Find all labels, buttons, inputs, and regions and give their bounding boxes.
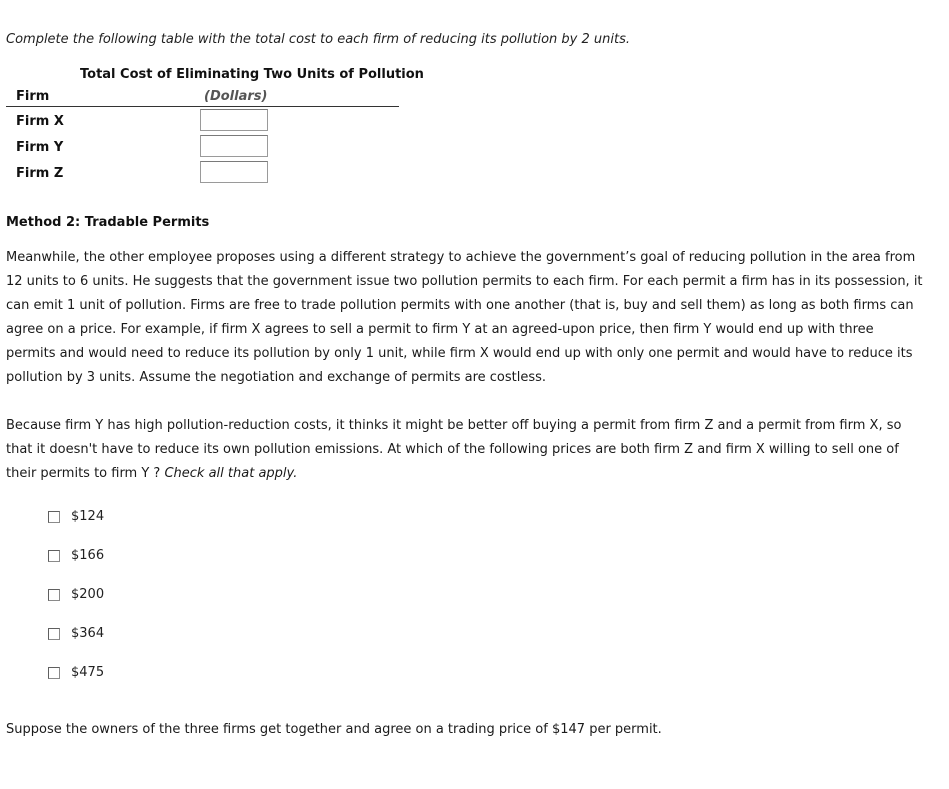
- instruction-text: Complete the following table with the total cost to each firm of reducing its pollution by 2 units.: [6, 32, 630, 47]
- option-label: $364: [71, 626, 105, 641]
- firm-x-cost-input[interactable]: [200, 109, 268, 131]
- method-description: Meanwhile, the other employee proposes using a different strategy to achieve the government’s goal of reducing pollution in the area from 12 units to 6 units. He suggests that the government issue two pollution permits to each firm. For each permit a firm has in its possession, it can emit 1 unit of pollution. Firms are free to trade pollution permits with one another (that is, buy and sell them) as long as both firms can agree on a price. For example, if firm X agrees to sell a permit to firm Y at an agreed-upon price, then firm Y would end up with three permits and would need to reduce its pollution by only 1 unit, while firm X would end up with only one permit and would have to reduce its pollution by 3 units. Assume the negotiation and exchange of permits are costless.: [6, 250, 923, 385]
- checkbox[interactable]: [48, 550, 60, 562]
- checkbox[interactable]: [48, 628, 60, 640]
- question-hint: Check all that apply.: [164, 466, 298, 481]
- table-firm-header: Firm: [16, 89, 50, 104]
- table-column-subtitle: (Dollars): [204, 89, 268, 104]
- option-364[interactable]: [48, 626, 104, 641]
- checkbox[interactable]: [48, 589, 60, 601]
- option-label: $124: [71, 509, 105, 524]
- option-label: $475: [71, 665, 105, 680]
- option-label: $166: [71, 548, 105, 563]
- firm-y-cost-input[interactable]: [200, 135, 268, 157]
- table-column-title: Total Cost of Eliminating Two Units of Pollution: [80, 67, 424, 82]
- question-text: Because firm Y has high pollution-reduction costs, it thinks it might be better off buying a permit from firm Z and a permit from firm X, so that it doesn't have to reduce its own pollution emissions. At which of the following prices are both firm Z and firm X willing to sell one of their permits to firm Y ?: [6, 418, 902, 481]
- row-label-firm-y: Firm Y: [16, 140, 64, 155]
- checkbox[interactable]: [48, 511, 60, 523]
- checkbox[interactable]: [48, 667, 60, 679]
- final-text: Suppose the owners of the three firms get together and agree on a trading price of $147 per permit.: [6, 722, 662, 737]
- question-paragraph: [6, 414, 926, 486]
- option-475[interactable]: [48, 665, 104, 680]
- section-title: Method 2: Tradable Permits: [6, 215, 210, 230]
- row-label-firm-x: Firm X: [16, 114, 64, 129]
- firm-z-cost-input[interactable]: [200, 161, 268, 183]
- option-166[interactable]: [48, 548, 104, 563]
- option-200[interactable]: [48, 587, 104, 602]
- row-label-firm-z: Firm Z: [16, 166, 64, 181]
- option-124[interactable]: [48, 509, 104, 524]
- option-label: $200: [71, 587, 105, 602]
- table-header-divider: [6, 106, 399, 107]
